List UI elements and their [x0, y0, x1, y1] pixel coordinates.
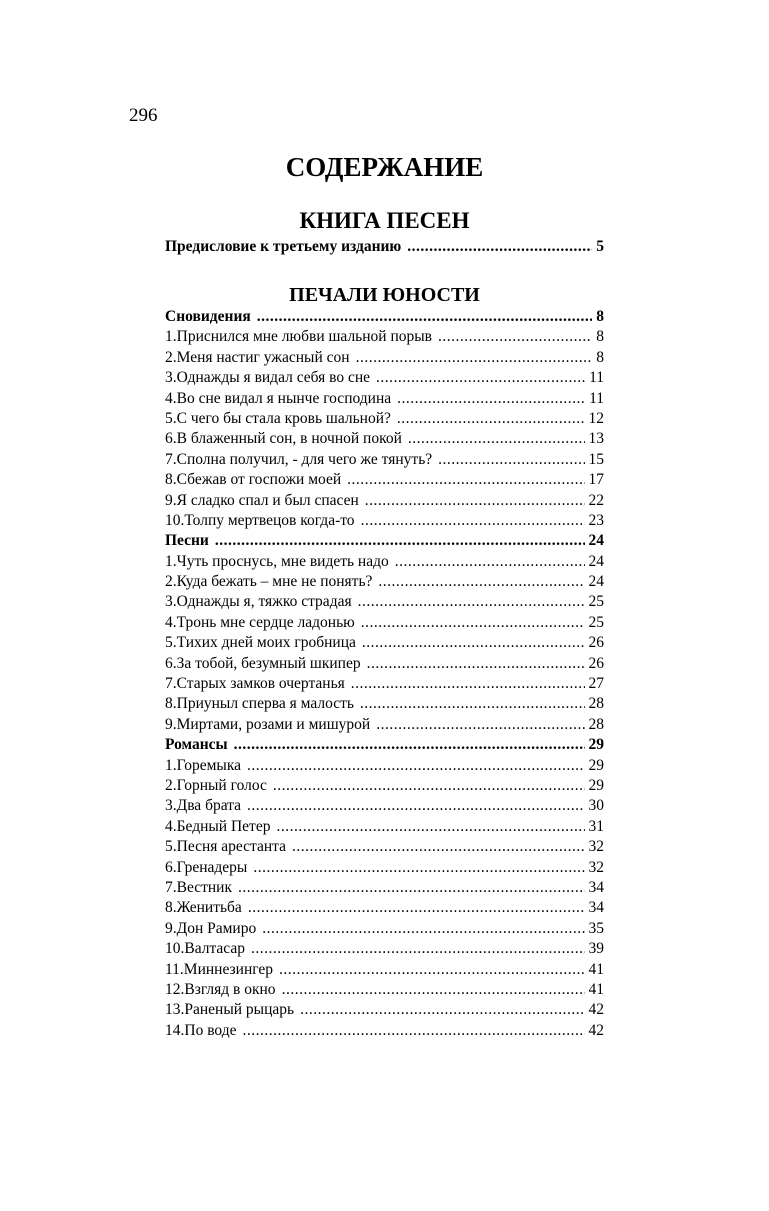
toc-entry-page: 34 [588, 899, 604, 917]
toc-entry [165, 409, 604, 429]
part-title: ПЕЧАЛИ ЮНОСТИ [289, 284, 480, 306]
book-title: КНИГА ПЕСЕН [299, 208, 470, 233]
toc-entry-title: 12.Взгляд в окно [165, 980, 276, 998]
toc-entry-page: 27 [588, 675, 604, 693]
toc-entry-page: 22 [588, 491, 604, 509]
toc-entry-page: 42 [588, 1001, 604, 1019]
toc-section-heading [165, 531, 604, 551]
toc-entry [165, 919, 604, 939]
leader-dots [248, 898, 585, 918]
toc-entry-title: 1.Чуть проснусь, мне видеть надо [165, 552, 389, 570]
toc-entry [165, 898, 604, 918]
toc-entry-title: 9.Дон Рамиро [165, 919, 257, 937]
toc-entry-title: 2.Куда бежать – мне не понять? [165, 573, 373, 591]
toc-entry-page: 28 [588, 715, 604, 733]
toc-entry [165, 450, 604, 470]
toc-entry-page: 28 [588, 695, 604, 713]
leader-dots [279, 960, 584, 980]
toc-entry [165, 878, 604, 898]
leader-dots [251, 939, 584, 959]
leader-dots [356, 348, 593, 368]
leader-dots [253, 858, 584, 878]
toc-entry-page: 8 [596, 328, 604, 346]
toc-entry-page: 12 [588, 409, 604, 427]
toc-entry [165, 368, 604, 388]
toc-entry-page: 26 [588, 634, 604, 652]
toc-entry-title: 7.Вестник [165, 878, 233, 896]
toc-entry-title: 9.Миртами, розами и мишурой [165, 715, 371, 733]
toc-entry-title: 7.Сполна получил, - для чего же тянуть? [165, 450, 433, 468]
leader-dots [242, 1021, 584, 1041]
toc-entry [165, 491, 604, 511]
leader-dots [376, 715, 584, 735]
toc-entry [165, 389, 604, 409]
toc-entry [165, 858, 604, 878]
toc-entry-page: 8 [596, 348, 604, 366]
leader-dots [273, 776, 585, 796]
leader-dots [378, 572, 584, 592]
toc-entry-page: 34 [588, 878, 604, 896]
toc-entry [165, 470, 604, 490]
toc-entry-title: Романсы [165, 736, 228, 754]
leader-dots [234, 735, 585, 755]
toc-entry [165, 348, 604, 368]
toc-entry-page: 29 [588, 756, 604, 774]
leader-dots [238, 878, 584, 898]
leader-dots [360, 694, 585, 714]
toc-entry-title: Сновидения [165, 308, 251, 325]
toc-entry-title: 14.По воде [165, 1021, 237, 1039]
toc-entry [165, 715, 604, 735]
toc-entry [165, 817, 604, 837]
toc-row [165, 237, 604, 257]
leader-dots [247, 796, 584, 816]
toc-section-heading [165, 307, 604, 327]
toc-entry-page: 8 [596, 308, 604, 325]
toc-entry-title: 2.Горный голос [165, 776, 267, 794]
toc-entry-page: 15 [588, 450, 604, 468]
toc-entry-title: 3.Однажды я видал себя во сне [165, 369, 371, 387]
toc-entry-page: 29 [588, 776, 604, 794]
toc-entry-page: 26 [588, 654, 604, 672]
toc-entry-title: 8.Женитьба [165, 899, 242, 917]
table-of-contents [165, 307, 604, 1041]
toc-entry-title: 6.В блаженный сон, в ночной покой [165, 430, 402, 448]
toc-entry-title: 6.Гренадеры [165, 858, 248, 876]
toc-entry-title: 5.Песня арестанта [165, 838, 287, 856]
leader-dots [367, 654, 585, 674]
toc-entry [165, 776, 604, 796]
toc-entry-page: 17 [588, 471, 604, 489]
toc-entry-title: 11.Миннезингер [165, 960, 274, 978]
toc-entry-title: 4.Тронь мне сердце ладонью [165, 613, 355, 631]
toc-entry-title: 1.Горемыка [165, 756, 242, 774]
toc-entry [165, 796, 604, 816]
toc-entry-title: 8.Сбежав от госпожи моей [165, 471, 342, 489]
toc-entry-title: Предисловие к третьему изданию [165, 238, 402, 255]
toc-entry-title: 7.Старых замков очертанья [165, 675, 345, 693]
toc-entry [165, 429, 604, 449]
toc-entry-page: 31 [588, 817, 604, 835]
toc-entry-title: 3.Однажды я, тяжко страдая [165, 593, 352, 611]
toc-entry [165, 1000, 604, 1020]
toc-entry [165, 572, 604, 592]
toc-entry-title: 4.Бедный Петер [165, 817, 271, 835]
toc-entry-page: 11 [589, 389, 604, 407]
toc-entry-page: 25 [588, 593, 604, 611]
leader-dots [351, 674, 585, 694]
leader-dots [362, 633, 585, 653]
toc-entry-page: 24 [588, 532, 604, 550]
leader-dots [247, 756, 584, 776]
toc-entry [165, 694, 604, 714]
toc-entry-page: 32 [588, 858, 604, 876]
toc-entry-page: 24 [588, 552, 604, 570]
toc-entry-title: 5.С чего бы стала кровь шальной? [165, 409, 391, 427]
toc-entry-title: 2.Меня настиг ужасный сон [165, 348, 350, 366]
toc-entry [165, 327, 604, 347]
leader-dots [282, 980, 585, 1000]
toc-entry [165, 1021, 604, 1041]
leader-dots [397, 409, 585, 429]
toc-entry [165, 837, 604, 857]
toc-entry-title: 13.Раненый рыцарь [165, 1001, 295, 1019]
toc-entry [165, 654, 604, 674]
toc-entry-title: 4.Во сне видал я нынче господина [165, 389, 392, 407]
leader-dots [276, 817, 584, 837]
toc-entry [165, 939, 604, 959]
toc-entry [165, 633, 604, 653]
toc-entry [165, 980, 604, 1000]
toc-entry [165, 511, 604, 531]
toc-entry [165, 592, 604, 612]
leader-dots [395, 552, 585, 572]
toc-entry-page: 5 [596, 238, 604, 255]
toc-entry-page: 39 [588, 940, 604, 958]
page-title: СОДЕРЖАНИЕ [285, 152, 484, 182]
leader-dots [438, 327, 592, 347]
leader-dots [397, 389, 585, 409]
leader-dots [365, 491, 585, 511]
leader-dots [262, 919, 584, 939]
toc-entry-title: 6.За тобой, безумный шкипер [165, 654, 361, 672]
toc-entry-page: 11 [589, 369, 604, 387]
toc-entry-title: 9.Я сладко спал и был спасен [165, 491, 359, 509]
toc-entry [165, 674, 604, 694]
leader-dots [361, 511, 585, 531]
toc-entry-page: 13 [588, 430, 604, 448]
toc-entry-page: 42 [588, 1021, 604, 1039]
preface-entry [165, 237, 604, 257]
toc-section-heading [165, 735, 604, 755]
toc-entry-title: Песни [165, 532, 209, 550]
leader-dots [376, 368, 585, 388]
leader-dots [292, 837, 584, 857]
toc-entry-page: 25 [588, 613, 604, 631]
leader-dots [215, 531, 585, 551]
leader-dots [300, 1000, 584, 1020]
toc-entry-page: 30 [588, 797, 604, 815]
toc-entry-page: 35 [588, 919, 604, 937]
toc-entry-page: 41 [588, 960, 604, 978]
toc-entry [165, 613, 604, 633]
toc-entry [165, 960, 604, 980]
toc-entry [165, 756, 604, 776]
toc-entry-page: 23 [588, 511, 604, 529]
leader-dots [358, 592, 585, 612]
toc-entry-page: 29 [588, 736, 604, 754]
leader-dots [347, 470, 584, 490]
toc-entry-title: 8.Приуныл сперва я малость [165, 695, 354, 713]
leader-dots [407, 237, 592, 257]
leader-dots [257, 307, 592, 327]
leader-dots [438, 450, 584, 470]
toc-entry-page: 24 [588, 573, 604, 591]
toc-entry [165, 552, 604, 572]
leader-dots [408, 429, 585, 449]
page-number: 296 [129, 105, 158, 126]
toc-entry-title: 5.Тихих дней моих гробница [165, 634, 356, 652]
toc-entry-title: 3.Два брата [165, 797, 242, 815]
toc-entry-page: 32 [588, 838, 604, 856]
toc-entry-title: 10.Толпу мертвецов когда-то [165, 511, 355, 529]
toc-entry-title: 1.Приснился мне любви шальной порыв [165, 328, 432, 346]
toc-entry-page: 41 [588, 980, 604, 998]
toc-entry-title: 10.Валтасар [165, 940, 246, 958]
leader-dots [361, 613, 585, 633]
